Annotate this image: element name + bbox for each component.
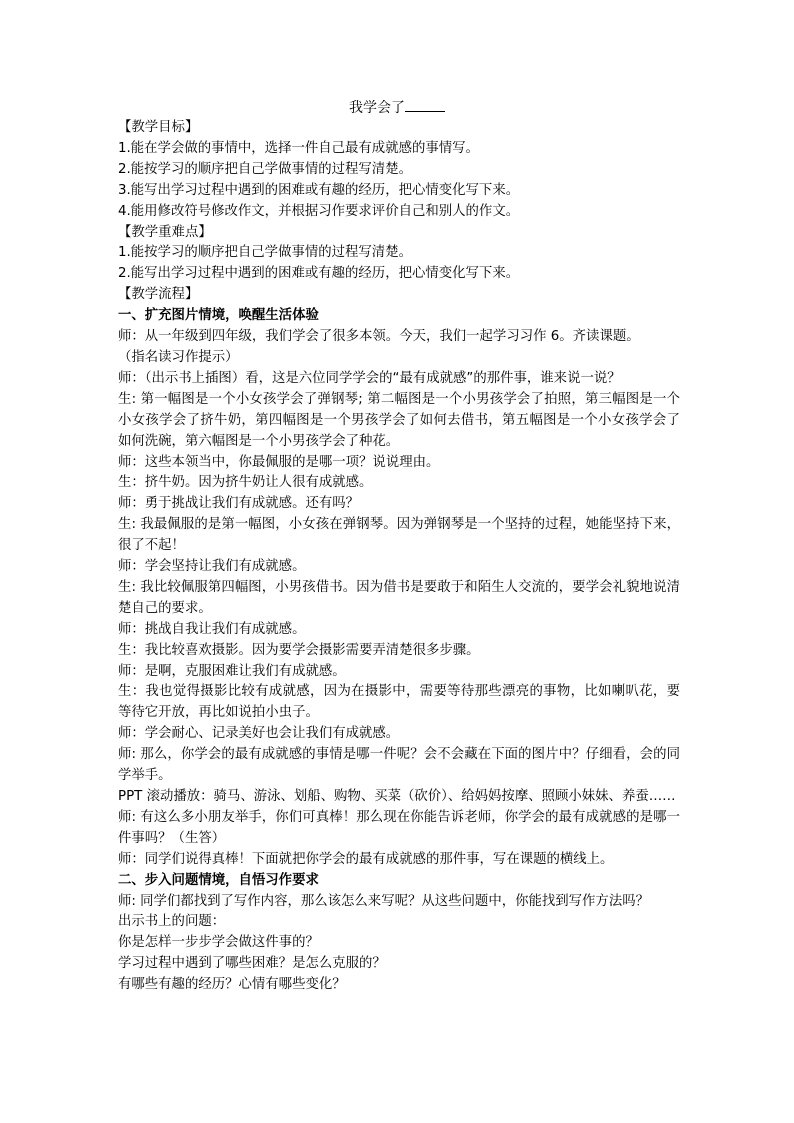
paragraph: 师：是啊，克服困难让我们有成就感。 [118,663,346,679]
paragraph: 【教学重难点】 [118,224,212,240]
paragraph: 4.能用修改符号修改作文，并根据习作要求评价自己和别人的作文。 [118,203,520,219]
paragraph: （指名读习作提示） [118,349,239,365]
section-heading: 二、步入问题情境，自悟习作要求 [118,872,319,888]
paragraph: 2.能写出学习过程中遇到的困难或有趣的经历，把心情变化写下来。 [118,266,520,282]
paragraph: 师：学会坚持让我们有成就感。 [118,559,306,575]
paragraph: 师：（出示书上插图）看，这是六位同学学会的“最有成就感”的那件事，谁来说一说？ [118,370,621,386]
section-heading: 一、扩充图片情境，唤醒生活体验 [118,308,319,324]
paragraph: 生: 第一幅图是一个小女孩学会了弹钢琴; 第二幅图是一个小男孩学会了拍照，第三幅图是一个小女孩学会了挤牛奶，第四幅图是一个男孩学会了如何去借书，第五幅图是一个小女孩学会了如何洗碗，第六幅图是一个小男孩学会了种花。 [118,391,680,449]
paragraph: 出示书上的问题： [118,914,226,930]
paragraph: 师: 同学们都找到了写作内容，那么该怎么来写呢？从这些问题中，你能找到写作方法吗？ [118,893,649,909]
paragraph: 生: 我最佩服的是第一幅图，小女孩在弹钢琴。因为弹钢琴是一个坚持的过程，她能坚持下来，很了不起！ [118,517,680,554]
paragraph: PPT 滚动播放：骑马、游泳、划船、购物、买菜（砍价）、给妈妈按摩、照顾小妹妹、养蚕…… [118,789,676,804]
paragraph: 3.能写出学习过程中遇到的困难或有趣的经历，把心情变化写下来。 [118,182,520,198]
paragraph: 师：挑战自我让我们有成就感。 [118,621,306,637]
paragraph: 学习过程中遇到了哪些困难？是怎么克服的？ [118,956,386,972]
paragraph: 2.能按学习的顺序把自己学做事情的过程写清楚。 [118,161,412,177]
paragraph: 生：挤牛奶。因为挤牛奶让人很有成就感。 [118,475,373,491]
paragraph: 你是怎样一步步学会做这件事的？ [118,935,319,951]
paragraph: 生: 我比较佩服第四幅图，小男孩借书。因为借书是要敢于和陌生人交流的，要学会礼貌地说清楚自己的要求。 [118,579,680,616]
paragraph: 师: 那么，你学会的最有成就感的事情是哪一件呢？会不会藏在下面的图片中？仔细看，会的同学举手。 [118,747,680,784]
paragraph: 1.能在学会做的事情中，选择一件自己最有成就感的事情写。 [118,140,479,156]
paragraph: 师：勇于挑战让我们有成就感。还有吗？ [118,496,360,512]
paragraph: 师：从一年级到四年级，我们学会了很多本领。今天，我们一起学习习作 6。齐读课题。 [118,329,640,345]
paragraph: 【教学流程】 [118,287,199,303]
paragraph: 师: 有这么多小朋友举手，你们可真棒！那么现在你能告诉老师，你学会的最有成就感的是哪一件事吗？（生答） [118,809,680,846]
paragraph: 【教学目标】 [118,120,199,135]
paragraph: 师：这些本领当中，你最佩服的是哪一项？说说理由。 [118,454,440,470]
paragraph: 生：我比较喜欢摄影。因为要学会摄影需要弄清楚很多步骤。 [118,642,480,658]
paragraph: 师：学会耐心、记录美好也会让我们有成就感。 [118,726,400,742]
paragraph: 1.能按学习的顺序把自己学做事情的过程写清楚。 [118,245,412,261]
document-body [118,118,680,996]
document-title [0,97,794,118]
title-blank-line [405,97,445,112]
paragraph: 生：我也觉得摄影比较有成就感，因为在摄影中，需要等待那些漂亮的事物，比如喇叭花，要等待它开放，再比如说拍小虫子。 [118,684,680,721]
paragraph: 有哪些有趣的经历？心情有哪些变化？ [118,977,346,993]
title-text: 我学会了 [349,100,405,116]
paragraph: 师：同学们说得真棒！下面就把你学会的最有成就感的那件事，写在课题的横线上。 [118,851,614,867]
